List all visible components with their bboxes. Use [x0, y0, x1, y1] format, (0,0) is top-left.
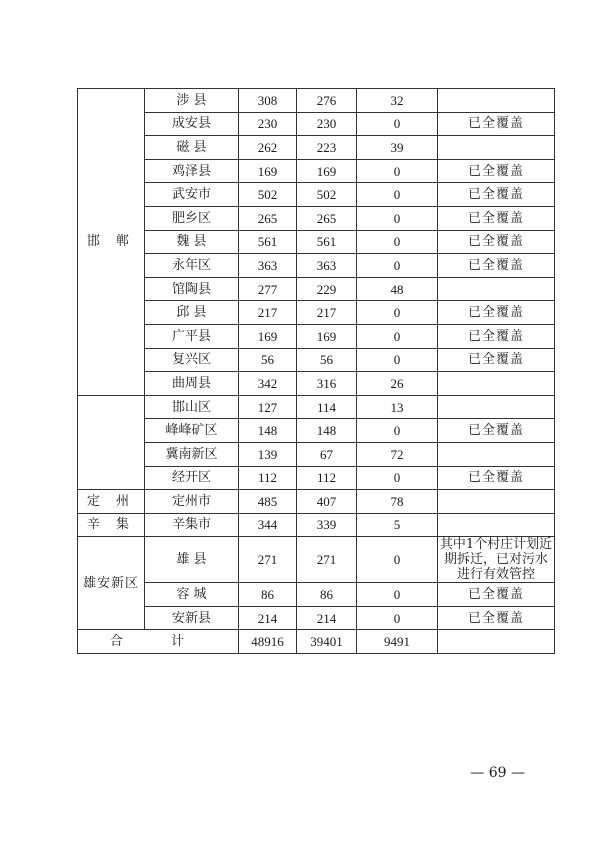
value-cell: 265 [239, 206, 297, 230]
county-cell: 永年区 [145, 254, 239, 278]
county-cell: 武安市 [145, 183, 239, 207]
value-cell: 78 [357, 490, 438, 514]
county-cell: 冀南新区 [145, 442, 239, 466]
note-cell [438, 136, 555, 160]
note-cell: 已全覆盖 [438, 206, 555, 230]
value-cell: 308 [239, 89, 297, 113]
value-cell: 0 [357, 206, 438, 230]
county-cell: 鸡泽县 [145, 159, 239, 183]
value-cell: 502 [297, 183, 357, 207]
county-cell: 曲周县 [145, 372, 239, 396]
note-cell [438, 490, 555, 514]
note-cell: 已全覆盖 [438, 301, 555, 325]
value-cell: 32 [357, 89, 438, 113]
note-cell: 已全覆盖 [438, 419, 555, 443]
note-cell: 已全覆盖 [438, 324, 555, 348]
county-cell: 辛集市 [145, 513, 239, 537]
county-cell: 馆陶县 [145, 277, 239, 301]
note-cell: 已全覆盖 [438, 230, 555, 254]
total-value-cell: 39401 [297, 630, 357, 654]
value-cell: 229 [297, 277, 357, 301]
county-cell: 肥乡区 [145, 206, 239, 230]
county-cell: 魏 县 [145, 230, 239, 254]
value-cell: 561 [239, 230, 297, 254]
value-cell: 127 [239, 395, 297, 419]
value-cell: 169 [239, 324, 297, 348]
value-cell: 0 [357, 159, 438, 183]
village-sewage-table [77, 88, 555, 654]
value-cell: 344 [239, 513, 297, 537]
note-cell: 已全覆盖 [438, 112, 555, 136]
value-cell: 214 [297, 606, 357, 630]
value-cell: 0 [357, 606, 438, 630]
value-cell: 72 [357, 442, 438, 466]
total-value-cell: 9491 [357, 630, 438, 654]
value-cell: 114 [297, 395, 357, 419]
value-cell: 56 [297, 348, 357, 372]
county-cell: 成安县 [145, 112, 239, 136]
total-label: 合 计 [78, 630, 239, 654]
value-cell: 169 [297, 159, 357, 183]
note-cell [438, 395, 555, 419]
value-cell: 148 [297, 419, 357, 443]
county-cell: 涉 县 [145, 89, 239, 113]
region-cell: 辛 集 [78, 513, 145, 537]
region-cell: 邯 郸 [78, 89, 145, 396]
note-cell [438, 277, 555, 301]
value-cell: 0 [357, 183, 438, 207]
value-cell: 0 [357, 348, 438, 372]
note-cell [438, 89, 555, 113]
value-cell: 407 [297, 490, 357, 514]
value-cell: 56 [239, 348, 297, 372]
value-cell: 262 [239, 136, 297, 160]
value-cell: 112 [239, 466, 297, 490]
value-cell: 339 [297, 513, 357, 537]
value-cell: 230 [239, 112, 297, 136]
value-cell: 230 [297, 112, 357, 136]
county-cell: 经开区 [145, 466, 239, 490]
value-cell: 67 [297, 442, 357, 466]
value-cell: 139 [239, 442, 297, 466]
note-cell: 已全覆盖 [438, 348, 555, 372]
note-cell: 已全覆盖 [438, 254, 555, 278]
value-cell: 26 [357, 372, 438, 396]
note-cell [438, 442, 555, 466]
value-cell: 265 [297, 206, 357, 230]
value-cell: 5 [357, 513, 438, 537]
region-cell: 定 州 [78, 490, 145, 514]
county-cell: 邱 县 [145, 301, 239, 325]
value-cell: 316 [297, 372, 357, 396]
value-cell: 363 [297, 254, 357, 278]
note-cell: 已全覆盖 [438, 583, 555, 607]
value-cell: 0 [357, 537, 438, 583]
value-cell: 0 [357, 419, 438, 443]
county-cell: 定州市 [145, 490, 239, 514]
value-cell: 0 [357, 112, 438, 136]
value-cell: 48 [357, 277, 438, 301]
region-cell: 雄安新区 [78, 537, 145, 630]
value-cell: 39 [357, 136, 438, 160]
county-cell: 安新县 [145, 606, 239, 630]
value-cell: 561 [297, 230, 357, 254]
note-cell: 已全覆盖 [438, 466, 555, 490]
value-cell: 277 [239, 277, 297, 301]
county-cell: 邯山区 [145, 395, 239, 419]
value-cell: 13 [357, 395, 438, 419]
total-value-cell: 48916 [239, 630, 297, 654]
note-cell: 已全覆盖 [438, 159, 555, 183]
region-cell-empty [78, 395, 145, 489]
value-cell: 485 [239, 490, 297, 514]
value-cell: 214 [239, 606, 297, 630]
value-cell: 148 [239, 419, 297, 443]
value-cell: 0 [357, 324, 438, 348]
note-cell: 其中1个村庄计划近期拆迁，已对污水进行有效管控 [438, 537, 555, 583]
value-cell: 217 [297, 301, 357, 325]
value-cell: 271 [239, 537, 297, 583]
value-cell: 271 [297, 537, 357, 583]
value-cell: 0 [357, 254, 438, 278]
note-cell: 已全覆盖 [438, 183, 555, 207]
note-cell [438, 513, 555, 537]
value-cell: 169 [297, 324, 357, 348]
value-cell: 0 [357, 583, 438, 607]
county-cell: 磁 县 [145, 136, 239, 160]
value-cell: 276 [297, 89, 357, 113]
county-cell: 广平县 [145, 324, 239, 348]
value-cell: 86 [297, 583, 357, 607]
county-cell: 峰峰矿区 [145, 419, 239, 443]
value-cell: 0 [357, 301, 438, 325]
total-note-cell [438, 630, 555, 654]
value-cell: 86 [239, 583, 297, 607]
note-cell: 已全覆盖 [438, 606, 555, 630]
county-cell: 复兴区 [145, 348, 239, 372]
note-cell [438, 372, 555, 396]
value-cell: 502 [239, 183, 297, 207]
value-cell: 223 [297, 136, 357, 160]
county-cell: 容 城 [145, 583, 239, 607]
value-cell: 0 [357, 466, 438, 490]
value-cell: 0 [357, 230, 438, 254]
value-cell: 112 [297, 466, 357, 490]
page-number: — 69 — [470, 765, 525, 781]
value-cell: 342 [239, 372, 297, 396]
county-cell: 雄 县 [145, 537, 239, 583]
value-cell: 169 [239, 159, 297, 183]
value-cell: 217 [239, 301, 297, 325]
value-cell: 363 [239, 254, 297, 278]
